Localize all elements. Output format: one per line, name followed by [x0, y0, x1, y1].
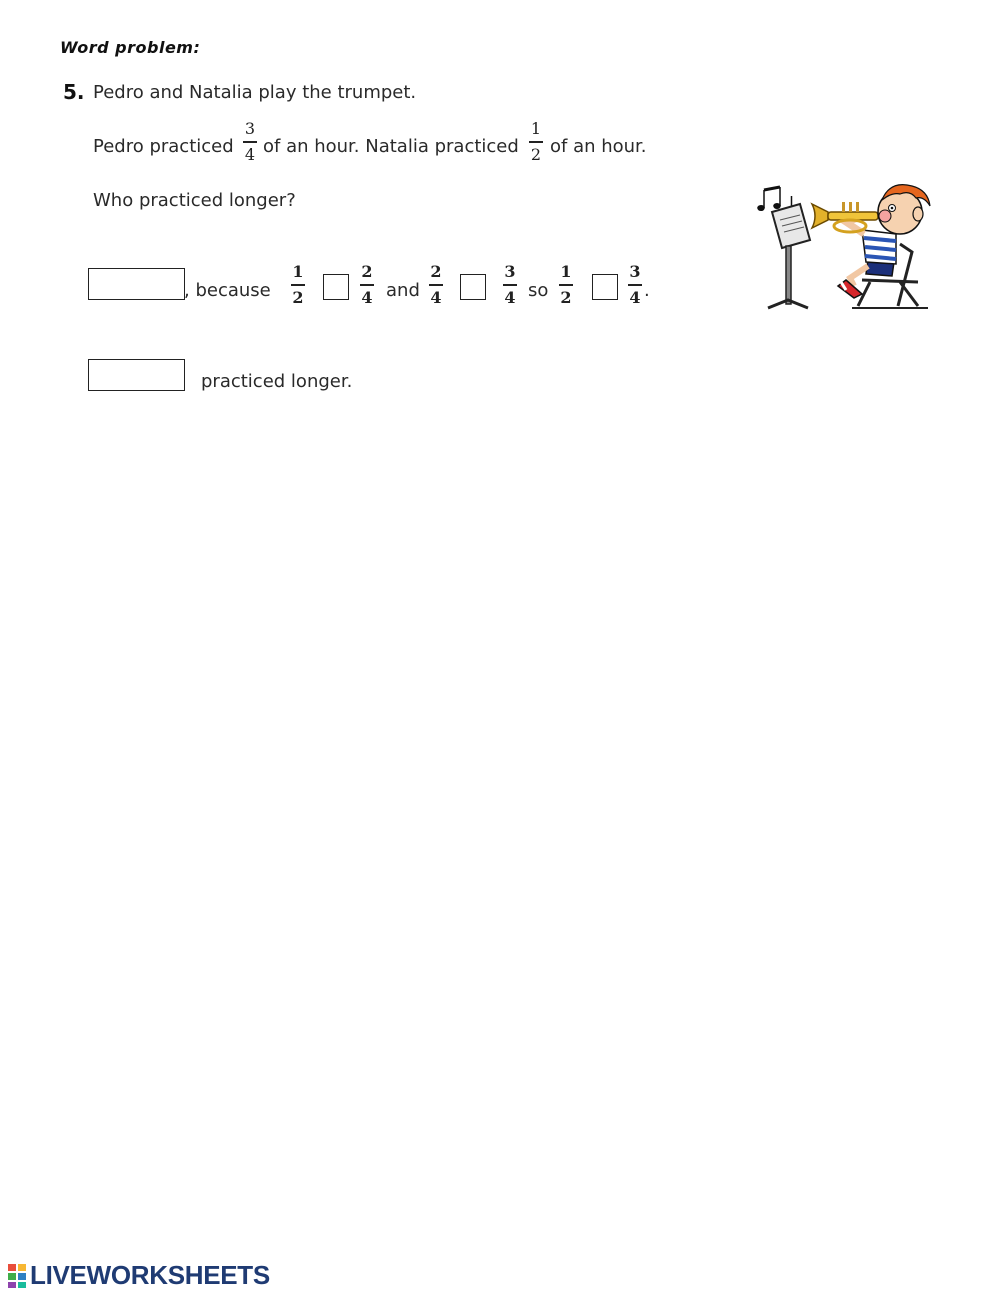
fraction-denominator: 4 — [361, 288, 373, 307]
question-intro: Pedro and Natalia play the trumpet. — [93, 82, 417, 103]
so-text: so — [528, 280, 549, 301]
question-number: 5. — [63, 80, 85, 104]
fraction-numerator: 2 — [430, 262, 442, 281]
fraction-d — [503, 263, 517, 307]
fraction-c — [429, 263, 443, 307]
and-text: and — [386, 280, 420, 301]
question-prompt: Who practiced longer? — [93, 190, 296, 211]
fraction-bar — [360, 284, 374, 286]
head-icon — [878, 185, 930, 234]
liveworksheets-mark-icon — [8, 1264, 26, 1288]
fraction-pedro — [243, 120, 257, 164]
fraction-numerator: 1 — [560, 262, 572, 281]
fraction-f — [628, 263, 642, 307]
fraction-natalia — [529, 120, 543, 164]
trumpet-player-illustration — [750, 182, 940, 314]
fraction-bar — [529, 141, 543, 143]
sentence-part2: of an hour. Natalia practiced — [263, 136, 519, 157]
fraction-bar — [429, 284, 443, 286]
fraction-denominator: 4 — [430, 288, 442, 307]
conclusion-text: practiced longer. — [201, 371, 353, 392]
conclusion-name-input[interactable] — [88, 359, 185, 391]
compare-input-2[interactable] — [460, 274, 486, 300]
fraction-bar — [291, 284, 305, 286]
fraction-bar — [559, 284, 573, 286]
fraction-denominator: 2 — [560, 288, 572, 307]
fraction-numerator: 1 — [530, 119, 542, 138]
sentence-part3: of an hour. — [550, 136, 647, 157]
liveworksheets-wordmark: LIVEWORKSHEETS — [30, 1260, 270, 1290]
music-stand-icon — [768, 204, 810, 308]
fraction-denominator: 4 — [244, 145, 256, 164]
because-text: , because — [184, 280, 271, 301]
compare-input-1[interactable] — [323, 274, 349, 300]
fraction-bar — [243, 141, 257, 143]
fraction-denominator: 2 — [530, 145, 542, 164]
fraction-numerator: 2 — [361, 262, 373, 281]
trumpet-icon — [812, 202, 878, 232]
fraction-b — [360, 263, 374, 307]
striped-shirt-icon — [862, 230, 896, 264]
section-title: Word problem: — [60, 38, 201, 57]
liveworksheets-logo — [8, 1260, 270, 1291]
period-text: . — [644, 280, 650, 301]
fraction-denominator: 4 — [629, 288, 641, 307]
fraction-a — [291, 263, 305, 307]
fraction-numerator: 3 — [504, 262, 516, 281]
fraction-bar — [628, 284, 642, 286]
fraction-denominator: 2 — [292, 288, 304, 307]
fraction-numerator: 3 — [244, 119, 256, 138]
fraction-e — [559, 263, 573, 307]
fraction-numerator: 1 — [292, 262, 304, 281]
fraction-denominator: 4 — [504, 288, 516, 307]
answer-name-input[interactable] — [88, 268, 185, 300]
fraction-numerator: 3 — [629, 262, 641, 281]
compare-input-3[interactable] — [592, 274, 618, 300]
fraction-bar — [503, 284, 517, 286]
sentence-part1: Pedro practiced — [93, 136, 234, 157]
